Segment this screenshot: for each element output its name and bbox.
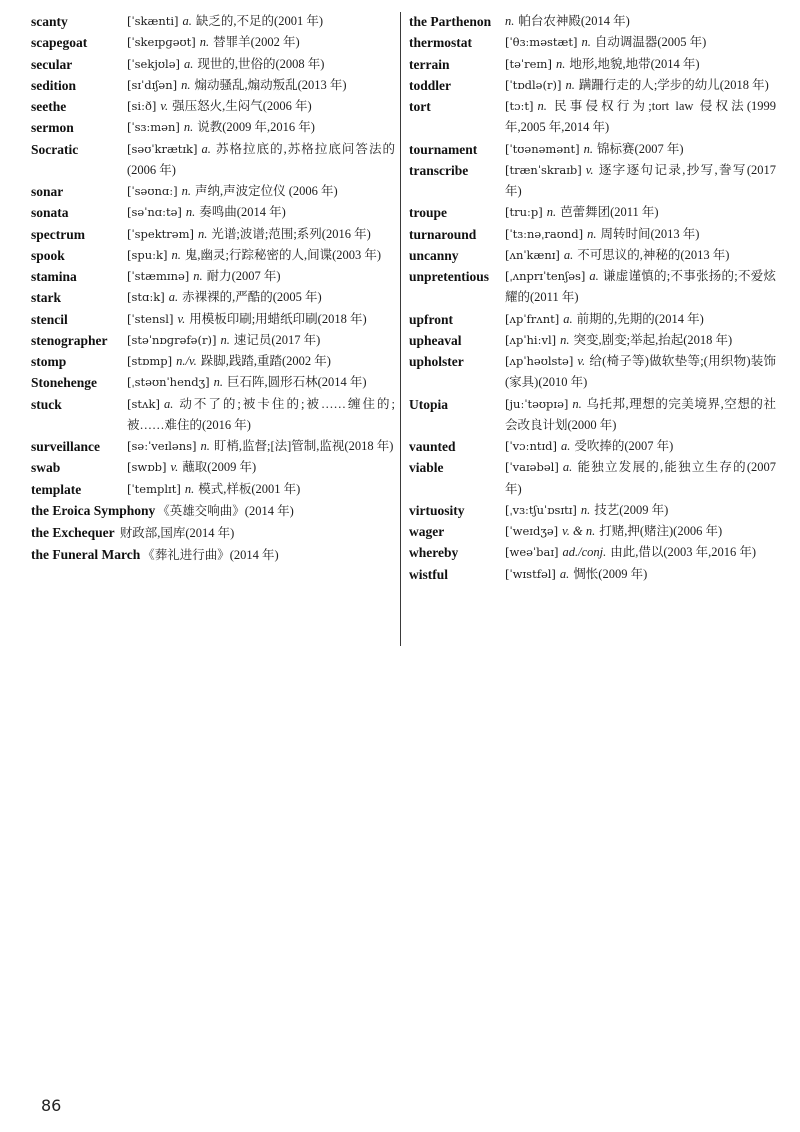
headword: stenographer (31, 332, 108, 348)
definition-block (505, 457, 776, 500)
entry-upholster (409, 351, 776, 394)
phonetic: [sɪˈdɪʃən] (127, 77, 178, 92)
headword: upholster (409, 354, 464, 369)
entry-spectrum (31, 224, 395, 245)
phonetic: [ˈsəʊnɑː] (127, 184, 178, 198)
part-of-speech: n. (181, 184, 191, 198)
phonetic: [spuːk] (127, 247, 168, 262)
definition-block (127, 96, 395, 117)
headword: sermon (31, 120, 74, 136)
definition-block (505, 245, 776, 266)
part-of-speech: n./v. (176, 354, 197, 368)
headword: template (31, 481, 82, 497)
part-of-speech: n. (220, 332, 230, 347)
entry-whereby (409, 542, 776, 563)
part-of-speech: n. (560, 332, 570, 347)
phonetic: [ˌstəʊnˈhendʒ] (127, 375, 210, 390)
headword: spectrum (31, 226, 85, 242)
definition: 打赌,押(赌注)(2006 年) (599, 524, 723, 538)
left-column (31, 11, 395, 567)
phonetic: [ˈtɜːnəˌraʊnd] (505, 226, 584, 241)
definition-block (127, 457, 395, 478)
definition-block (127, 181, 395, 202)
phonetic: [ˈspektrəm] (127, 226, 195, 241)
definition-block (505, 394, 776, 437)
definition-block (505, 500, 776, 521)
phonetic: [səʊˈkrætɪk] (127, 141, 198, 156)
definition: 惆怅(2009 年) (573, 566, 648, 581)
entry-tournament (409, 139, 776, 160)
definition: 不可思议的,神秘的(2013 年) (577, 247, 730, 262)
headword: viable (409, 460, 444, 476)
phonetic: [ʌpˈhəʊlstə] (505, 354, 574, 368)
headword: upfront (409, 311, 454, 327)
definition-block (505, 11, 776, 32)
definition: 技艺(2009 年) (594, 502, 669, 517)
definition: 突变,剧变;举起,抬起(2018 年) (573, 332, 733, 347)
part-of-speech: a. (563, 311, 573, 326)
entry-secular (31, 54, 395, 75)
phonetic: [ˈtʊənəmənt] (505, 141, 580, 156)
entry-stomp (31, 351, 395, 372)
phonetic: [ˈtemplɪt] (127, 481, 181, 496)
part-of-speech: n. (572, 396, 582, 411)
definition-block (127, 75, 395, 96)
phonetic: [ˈvɔːntɪd] (505, 439, 558, 453)
part-of-speech: n. (555, 56, 566, 71)
entry-viable (409, 457, 776, 500)
entry-toddler (409, 75, 776, 96)
definition-block (127, 394, 395, 437)
definition-block (505, 75, 776, 96)
headword: sonar (31, 184, 64, 199)
definition: 盯梢,监督;[法]管制,监视(2018 年) (213, 439, 394, 453)
definition-block (505, 564, 776, 585)
definition-block (127, 372, 395, 393)
headword: vaunted (409, 439, 456, 454)
headword: uncanny (409, 247, 459, 263)
headword: wager (409, 524, 445, 539)
definition: 《葬礼进行曲》(2014 年) (142, 548, 279, 563)
headword: stark (31, 290, 61, 306)
part-of-speech: n. (581, 35, 591, 50)
definition: 逐字逐句记录,抄写,誊写(2017 年) (505, 162, 776, 198)
entry-the-parthenon (409, 11, 776, 32)
entry-sonata (31, 202, 395, 223)
entry-uncanny (409, 245, 776, 266)
phonetic: [weəˈbaɪ] (505, 545, 559, 560)
entry-wager (409, 521, 776, 542)
definition: 乌托邦,理想的完美境界,空想的社会改良计划(2000 年) (505, 396, 776, 432)
phonetic: [ˈtɒdlə(r)] (505, 77, 562, 92)
phonetic: [ˈθɜːməstæt] (505, 35, 578, 50)
part-of-speech: a. (563, 247, 574, 262)
phonetic: [səˈnɑːtə] (127, 205, 182, 220)
phonetic: [səːˈveɪləns] (127, 439, 197, 453)
definition-block (127, 330, 395, 351)
part-of-speech: v. (177, 311, 186, 326)
headword: turnaround (409, 226, 477, 242)
definition: 奏鸣曲(2014 年) (199, 205, 286, 220)
definition: 受吹捧的(2007 年) (574, 439, 674, 453)
part-of-speech: a. (182, 14, 192, 28)
entry-troupe (409, 202, 776, 223)
phonetic: [truːp] (505, 205, 543, 220)
phonetic: [ʌpˈhiːvl] (505, 332, 557, 347)
entry-terrain (409, 54, 776, 75)
definition-block (505, 96, 776, 139)
definition-block (505, 32, 776, 53)
definition: 财政部,国库(2014 年) (116, 526, 235, 540)
headword: troupe (409, 205, 448, 221)
part-of-speech: a. (559, 566, 570, 581)
phonetic: [siːð] (127, 99, 157, 113)
definition: 给(椅子等)做软垫等;(用织物)装饰(家具)(2010 年) (505, 354, 776, 390)
phonetic: [ˈweɪdʒə] (505, 524, 559, 538)
definition-block (127, 245, 395, 266)
entry-stonehenge (31, 372, 395, 393)
definition: 模式,样板(2001 年) (198, 481, 301, 496)
phonetic: [ˌvɜːtʃuˈɒsɪtɪ] (505, 502, 577, 517)
entry-surveillance (31, 436, 395, 457)
phonetic: [ˈstæmɪnə] (127, 269, 190, 283)
definition: 《英雄交响曲》(2014 年) (157, 503, 294, 518)
entry-spook (31, 245, 395, 266)
part-of-speech: n. (537, 99, 547, 113)
headword: stamina (31, 269, 77, 284)
definition: 煽动骚乱,煽动叛乱(2013 年) (194, 77, 347, 92)
entry-tort (409, 96, 776, 139)
phonetic: [ˈwɪstfəl] (505, 566, 556, 581)
entry-sonar (31, 181, 395, 202)
entry-upheaval (409, 330, 776, 351)
part-of-speech: n. (185, 205, 196, 220)
headword: Stonehenge (31, 375, 98, 391)
headword: thermostat (409, 35, 472, 51)
entry-turnaround (409, 224, 776, 245)
headword: tort (409, 99, 431, 114)
headword: tournament (409, 141, 478, 157)
phonetic: [stɒmp] (127, 354, 173, 368)
entry-upfront (409, 309, 776, 330)
phonetic: [ˌʌnprɪˈtenʃəs] (505, 269, 586, 283)
entry-stamina (31, 266, 395, 287)
headword: the Eroica Symphony (31, 502, 156, 518)
definition: 耐力(2007 年) (206, 269, 281, 283)
definition-block (127, 54, 395, 75)
entry-scapegoat (31, 32, 395, 53)
headword: swab (31, 460, 61, 476)
headword: sonata (31, 205, 69, 221)
phonetic: [ˈvaɪəbəl] (505, 460, 559, 475)
headword: terrain (409, 56, 450, 72)
part-of-speech: n. (184, 481, 195, 496)
headword: whereby (409, 545, 459, 561)
column-divider (400, 12, 401, 646)
entry-the-exchequer (31, 522, 395, 544)
headword: stomp (31, 354, 67, 369)
part-of-speech: n. (200, 439, 210, 453)
definition: 帕台农神殿(2014 年) (518, 14, 630, 28)
part-of-speech: n. (505, 14, 515, 28)
phonetic: [ʌpˈfrʌnt] (505, 311, 560, 326)
headword: secular (31, 56, 73, 72)
definition: 用模板印刷;用蜡纸印刷(2018 年) (189, 311, 367, 326)
definition-block (505, 202, 776, 223)
definition-block (505, 54, 776, 75)
definition: 锦标赛(2007 年) (597, 141, 684, 156)
phonetic: [ˈsɜːmən] (127, 120, 180, 135)
definition-block (505, 224, 776, 245)
definition-block (127, 11, 395, 32)
definition: 速记员(2017 年) (233, 332, 321, 347)
phonetic: [stɑːk] (127, 290, 165, 305)
definition: 能独立发展的,能独立生存的(2007 年) (505, 460, 776, 496)
definition: 声纳,声波定位仪 (2006 年) (195, 184, 338, 198)
part-of-speech: n. (546, 205, 557, 220)
definition: 自动调温器(2005 年) (594, 35, 707, 50)
entry-unpretentious (409, 266, 776, 309)
headword: spook (31, 247, 65, 263)
headword: Socratic (31, 141, 79, 157)
definition-block (127, 436, 395, 457)
part-of-speech: n. (198, 226, 208, 241)
part-of-speech: a. (168, 290, 179, 305)
entry-sermon (31, 117, 395, 138)
definition: 巨石阵,圆形石林(2014 年) (227, 375, 367, 390)
definition-block (127, 351, 395, 372)
definition-block (505, 160, 776, 203)
phonetic: [stʌk] (127, 396, 160, 411)
definition-block (127, 224, 395, 245)
definition: 由此,借以(2003 年,2016 年) (610, 545, 757, 560)
definition-block (505, 309, 776, 330)
part-of-speech: v. (585, 162, 594, 177)
definition-block (505, 436, 776, 457)
phonetic: [ʌnˈkænɪ] (505, 247, 560, 262)
entry-thermostat (409, 32, 776, 53)
headword: transcribe (409, 162, 469, 178)
definition: 民事侵权行为;tort law 侵权法(1999 年,2005 年,2014 年) (505, 99, 776, 135)
definition: 芭蕾舞团(2011 年) (560, 205, 659, 220)
phonetic: [stəˈnɒɡrəfə(r)] (127, 332, 217, 347)
definition-block (505, 521, 776, 542)
headword: sedition (31, 77, 77, 93)
headword: the Parthenon (409, 14, 492, 29)
entry-the-funeral-march (31, 544, 395, 566)
phonetic: [ˈskeɪpɡəʊt] (127, 35, 196, 50)
part-of-speech: ad./conj. (562, 545, 607, 560)
entry-stark (31, 287, 395, 308)
part-of-speech: n. (580, 502, 591, 517)
entry-stenographer (31, 330, 395, 351)
definition: 蘸取(2009 年) (182, 460, 257, 475)
phonetic: [tɔːt] (505, 99, 534, 113)
part-of-speech: n. (193, 269, 203, 283)
headword: scapegoat (31, 35, 88, 51)
definition-block (505, 351, 776, 394)
definition-block (505, 330, 776, 351)
entry-transcribe (409, 160, 776, 203)
part-of-speech: a. (561, 439, 571, 453)
entry-stencil (31, 309, 395, 330)
part-of-speech: v. (170, 460, 179, 475)
headword: upheaval (409, 332, 462, 348)
entry-scanty (31, 11, 395, 32)
phonetic: [ˈskænti] (127, 14, 179, 28)
definition: 蹒跚行走的人;学步的幼儿(2018 年) (578, 77, 769, 92)
headword: stencil (31, 311, 68, 327)
entry-vaunted (409, 436, 776, 457)
phonetic: [juːˈtəʊpɪə] (505, 396, 569, 411)
headword: Utopia (409, 396, 449, 412)
definition-block (127, 117, 395, 138)
part-of-speech: a. (562, 460, 573, 475)
part-of-speech: n. (183, 120, 194, 135)
definition: 鬼,幽灵;行踪秘密的人,间谍(2003 年) (184, 247, 382, 262)
definition: 赤裸裸的,严酷的(2005 年) (182, 290, 322, 305)
part-of-speech: a. (589, 269, 599, 283)
page-number: 86 (41, 1096, 62, 1115)
definition-block (505, 139, 776, 160)
part-of-speech: v. & n. (562, 524, 596, 538)
definition: 动不了的;被卡住的;被……缠住的;被……难住的(2016 年) (127, 396, 395, 432)
definition: 缺乏的,不足的(2001 年) (195, 14, 323, 28)
part-of-speech: a. (184, 56, 194, 71)
part-of-speech: n. (565, 77, 575, 92)
definition-block (505, 266, 776, 309)
definition: 前期的,先期的(2014 年) (576, 311, 704, 326)
phonetic: [təˈreɪn] (505, 56, 552, 71)
definition: 强压怒火,生闷气(2006 年) (172, 99, 312, 113)
headword: surveillance (31, 439, 100, 454)
headword: scanty (31, 14, 68, 29)
entry-stuck (31, 394, 395, 437)
headword: the Funeral March (31, 547, 141, 563)
definition-block (505, 542, 776, 563)
headword: unpretentious (409, 269, 490, 284)
definition-block (127, 202, 395, 223)
definition-block (127, 139, 395, 182)
entry-wistful (409, 564, 776, 585)
part-of-speech: n. (587, 226, 597, 241)
part-of-speech: a. (201, 141, 211, 156)
headword: the Exchequer (31, 525, 115, 540)
right-column (409, 11, 776, 585)
definition: 谦虚谨慎的;不事张扬的;不爱炫耀的(2011 年) (505, 269, 776, 305)
phonetic: [ˈsekjʊlə] (127, 56, 180, 71)
definition: 跺脚,践踏,重踏(2002 年) (200, 354, 331, 368)
part-of-speech: v. (577, 354, 586, 368)
definition-block (127, 266, 395, 287)
entry-seethe (31, 96, 395, 117)
entry-socratic (31, 139, 395, 182)
part-of-speech: v. (160, 99, 169, 113)
definition-block (127, 309, 395, 330)
definition: 现世的,世俗的(2008 年) (197, 56, 325, 71)
part-of-speech: n. (213, 375, 224, 390)
entry-utopia (409, 394, 776, 437)
headword: virtuosity (409, 502, 465, 518)
definition-block (127, 32, 395, 53)
entry-sedition (31, 75, 395, 96)
entry-template (31, 479, 395, 500)
part-of-speech: n. (199, 35, 210, 50)
definition: 说教(2009 年,2016 年) (197, 120, 315, 135)
definition: 周转时间(2013 年) (600, 226, 700, 241)
headword: wistful (409, 566, 449, 582)
phonetic: [swɒb] (127, 460, 167, 475)
definition: 替罪羊(2002 年) (213, 35, 300, 50)
phonetic: [trænˈskraɪb] (505, 162, 582, 177)
part-of-speech: n. (181, 77, 191, 92)
entry-the-eroica-symphony (31, 500, 395, 522)
entry-virtuosity (409, 500, 776, 521)
definition: 光谱;波谱;范围;系列(2016 年) (211, 226, 371, 241)
definition-block (127, 479, 395, 500)
definition: 苏格拉底的,苏格拉底问答法的(2006 年) (127, 141, 395, 177)
part-of-speech: n. (583, 141, 594, 156)
definition: 地形,地貌,地带(2014 年) (569, 56, 700, 71)
entry-swab (31, 457, 395, 478)
part-of-speech: n. (171, 247, 181, 262)
definition-block (127, 287, 395, 308)
headword: stuck (31, 396, 62, 412)
phonetic: [ˈstensl] (127, 311, 174, 326)
headword: toddler (409, 77, 451, 93)
headword: seethe (31, 99, 67, 114)
part-of-speech: a. (163, 396, 174, 411)
